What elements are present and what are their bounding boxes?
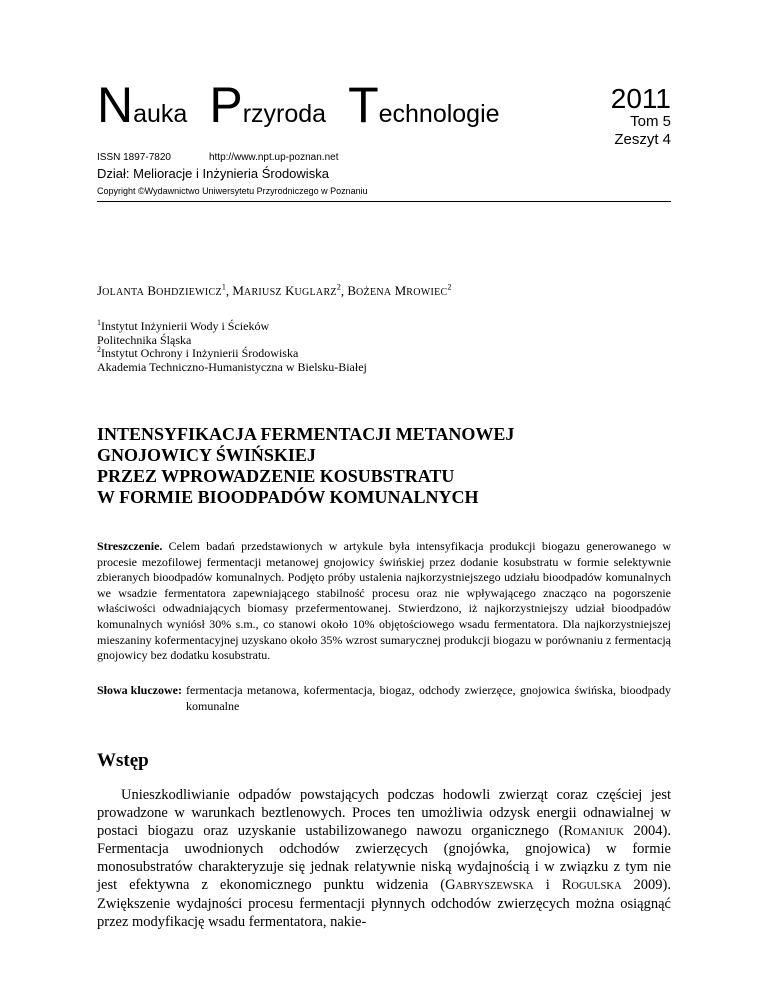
affiliations (97, 320, 367, 374)
journal-word-nauka: auka (133, 100, 188, 128)
keywords-label: Słowa kluczowe: (97, 683, 182, 697)
section-heading: Wstęp (97, 750, 149, 771)
paper-title (97, 424, 514, 508)
author-1: JOLANTA BOHDZIEWICZ$^1$ (97, 283, 226, 299)
copyright: Copyright ©Wydawnictwo Uniwersytetu Przyrodniczego w Poznaniu (97, 186, 368, 196)
author-3: BOŻENA MROWIEC$^2$ (347, 283, 452, 299)
keywords-text: fermentacja metanowa, kofermentacja, biogaz, odchody zwierzęce, gnojowica świńska, bioodpady komunalne (186, 683, 671, 713)
body-paragraph: Unieszkodliwianie odpadów powstających podczas hodowli zwierząt coraz częściej jest prowadzone w warunkach beztlenowych. Proces ten umożliwia odzysk energii odnawialnej w postaci biogazu oraz uzyskanie ustabilizowanego nawozu organicznego (ROMANIUK 2004). Fermentacja uwodnionych odchodów zwierzęcych (gnojówka, gnojowica) w formie monosubstratów charakteryzuje się jednak relatywnie niską wydajnością i w związku z tym nie jest efektywna z ekonomicznego punktu widzenia (GABRYSZEWSKA i ROGULSKA 2009). Zwiększenie wydajności procesu fermentacji płynnych odchodów zwierzęcych można osiągnąć przez modyfikację wsadu fermentatora, nakie- (97, 787, 671, 930)
journal-initial-n: N (97, 77, 134, 133)
keywords (97, 683, 671, 714)
citation-rogulska: ROGULSKA (561, 876, 622, 893)
issn: ISSN 1897-7820 (97, 152, 171, 163)
journal-initial-p: P (209, 77, 243, 133)
title-line: GNOJOWICY ŚWIŃSKIEJ (97, 445, 316, 465)
volume-number: Tom 5 (630, 113, 671, 131)
author-list: JOLANTA BOHDZIEWICZ$^1$, MARIUSZ KUGLARZ$^2$, BOŻENA MROWIEC$^2$ (97, 283, 452, 299)
affiliation-2-institute: $^2$Instytut Ochrony i Inżynierii Środowiska (97, 345, 299, 360)
author-2: MARIUSZ KUGLARZ$^2$ (232, 283, 341, 299)
affiliation-1-institute: $^1$Instytut Inżynierii Wody i Ścieków (97, 318, 270, 333)
title-line: PRZEZ WPROWADZENIE KOSUBSTRATU (97, 466, 455, 486)
journal-word-przyroda: rzyroda (242, 100, 327, 128)
journal-url[interactable]: http://www.npt.up-poznan.net (208, 152, 339, 163)
title-line: INTENSYFIKACJA FERMENTACJI METANOWEJ (97, 424, 515, 444)
affiliation-1-university: Politechnika Śląska (97, 332, 192, 347)
affiliation-2-university: Akademia Techniczno-Humanistyczna w Bielsku-Białej (97, 359, 367, 374)
journal-word-technologie: echnologie (378, 100, 500, 128)
publication-year: 2011 (610, 83, 671, 114)
abstract-text: Celem badań przedstawionych w artykule była intensyfikacja produkcji biogazu generowanego w procesie mezofilowej fermentacji metanowej gnojowicy świńskiej przez dodanie kosubstratu w formie selektywnie zbieranych bioodpadów komunalnych. Podjęto próby ustalenia najkorzystniejszego udziału bioodpadów komunalnych we wsadzie fermentatora zapewniającego stabilność procesu oraz nie wpływającego znacząco na pogorszenie właściwości odwadniających biomasy przefermentowanej. Stwierdzono, iż najkorzystniejszy udział bioodpadów komunalnych wyniósł 30% s.m., co stanowi około 10% objętościowego wsadu fermentatora. Dla najkorzystniejszej mieszaniny kofermentacyjnej uzyskano około 35% wzrost sumarycznej produkcji biogazu w porównaniu z fermentacją gnojowicy bez dodatku kosubstratu. (97, 539, 671, 663)
citation-gabryszewska: GABRYSZEWSKA (445, 876, 534, 893)
header-divider (97, 201, 671, 202)
abstract-label: Streszczenie. (97, 539, 163, 553)
issue-number: Zeszyt 4 (614, 131, 671, 149)
citation-romaniuk: ROMANIUK (563, 822, 624, 839)
issn-url-line (97, 152, 338, 163)
journal-title (97, 77, 500, 133)
abstract (97, 539, 671, 664)
journal-initial-t: T (348, 77, 379, 133)
issue-info (611, 84, 671, 149)
title-line: W FORMIE BIOODPADÓW KOMUNALNYCH (97, 487, 479, 507)
department: Dział: Melioracje i Inżynieria Środowiska (97, 166, 329, 181)
